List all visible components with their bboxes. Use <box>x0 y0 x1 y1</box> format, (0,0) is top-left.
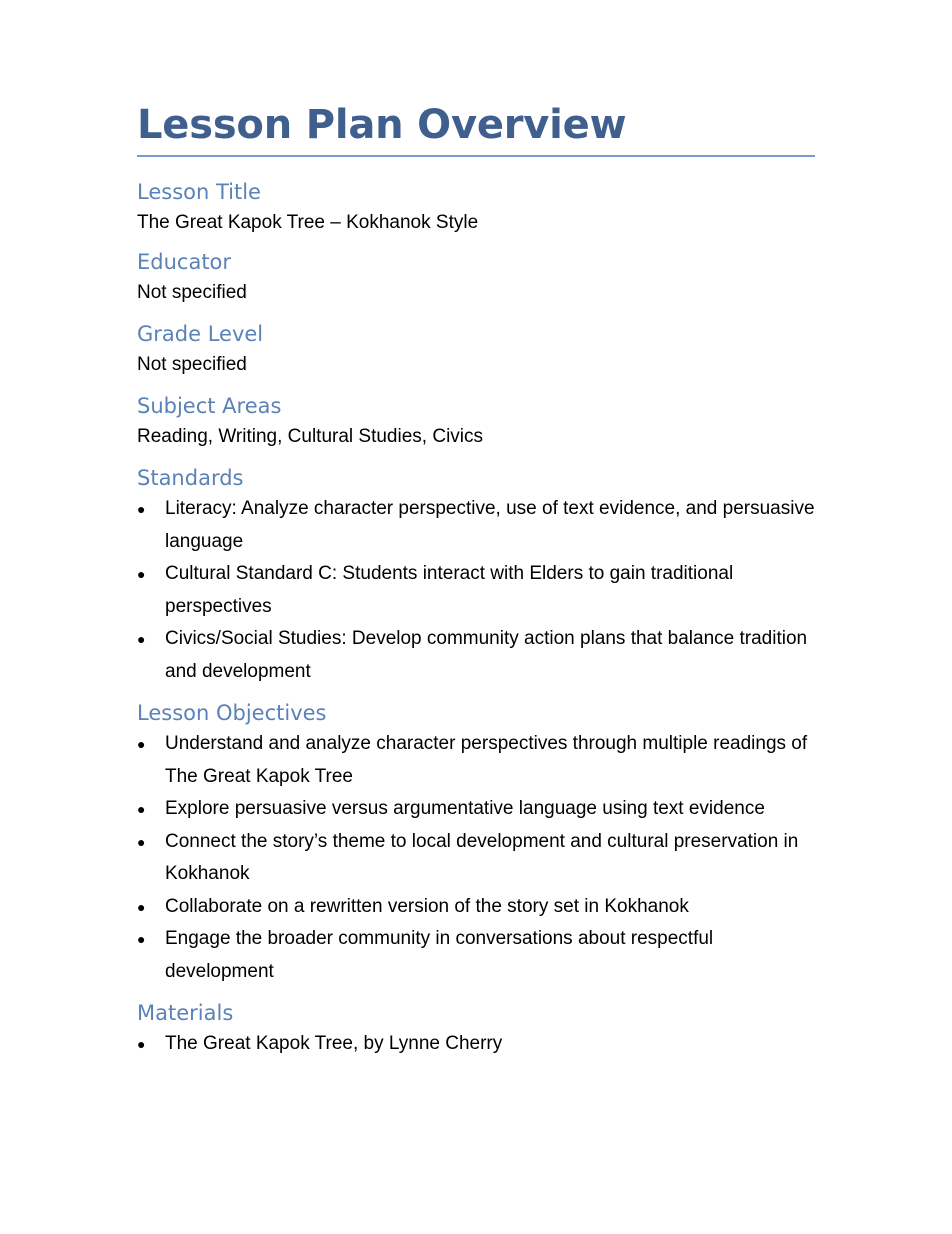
materials-list <box>137 1028 815 1061</box>
subject-areas-heading: Subject Areas <box>137 394 282 418</box>
list-item: ● Cultural Standard C: Students interact with Elders to gain traditional perspectives <box>137 558 815 623</box>
bullet-icon: ● <box>137 631 146 647</box>
objectives-heading: Lesson Objectives <box>137 701 327 725</box>
list-item: ● Collaborate on a rewritten version of the story set in Kokhanok <box>137 891 815 924</box>
list-item: ● The Great Kapok Tree, by Lynne Cherry <box>137 1028 815 1061</box>
grade-level-heading: Grade Level <box>137 322 264 346</box>
bullet-icon: ● <box>137 833 146 850</box>
bullet-icon: ● <box>137 566 146 582</box>
materials-heading: Materials <box>137 1001 234 1025</box>
title-divider <box>137 155 815 157</box>
lesson-title-section <box>137 177 815 239</box>
subject-areas-value: Reading, Writing, Cultural Studies, Civics <box>137 426 484 447</box>
educator-section <box>137 247 815 309</box>
educator-value: Not specified <box>137 282 247 303</box>
subject-areas-section <box>137 391 815 453</box>
standards-section <box>137 463 815 688</box>
list-item: ● Connect the story’s theme to local development and cultural preservation in Kokhanok <box>137 826 815 891</box>
objectives-list <box>137 728 815 988</box>
bullet-icon: ● <box>137 1036 146 1052</box>
grade-level-value: Not specified <box>137 354 247 375</box>
bullet-icon: ● <box>137 801 146 817</box>
bullet-icon: ● <box>137 898 146 915</box>
list-item: ● Explore persuasive versus argumentative language using text evidence <box>137 793 815 826</box>
document-page <box>137 0 815 1061</box>
lesson-title-heading: Lesson Title <box>137 180 261 204</box>
grade-level-section <box>137 319 815 381</box>
bullet-icon: ● <box>137 501 146 517</box>
list-item: ● Engage the broader community in conversations about respectful development <box>137 923 815 988</box>
list-item: ● Civics/Social Studies: Develop community action plans that balance tradition and development <box>137 623 815 688</box>
page-title: Lesson Plan Overview <box>137 102 627 148</box>
educator-heading: Educator <box>137 250 232 274</box>
objectives-section <box>137 698 815 988</box>
list-item: ● Understand and analyze character perspectives through multiple readings of The Great Kapok Tree <box>137 728 815 793</box>
lesson-title-value: The Great Kapok Tree – Kokhanok Style <box>137 212 479 233</box>
materials-section <box>137 998 815 1061</box>
bullet-icon: ● <box>137 736 146 752</box>
list-item: ● Literacy: Analyze character perspective, use of text evidence, and persuasive language <box>137 493 815 558</box>
standards-list <box>137 493 815 688</box>
bullet-icon: ● <box>137 931 146 947</box>
standards-heading: Standards <box>137 466 244 490</box>
